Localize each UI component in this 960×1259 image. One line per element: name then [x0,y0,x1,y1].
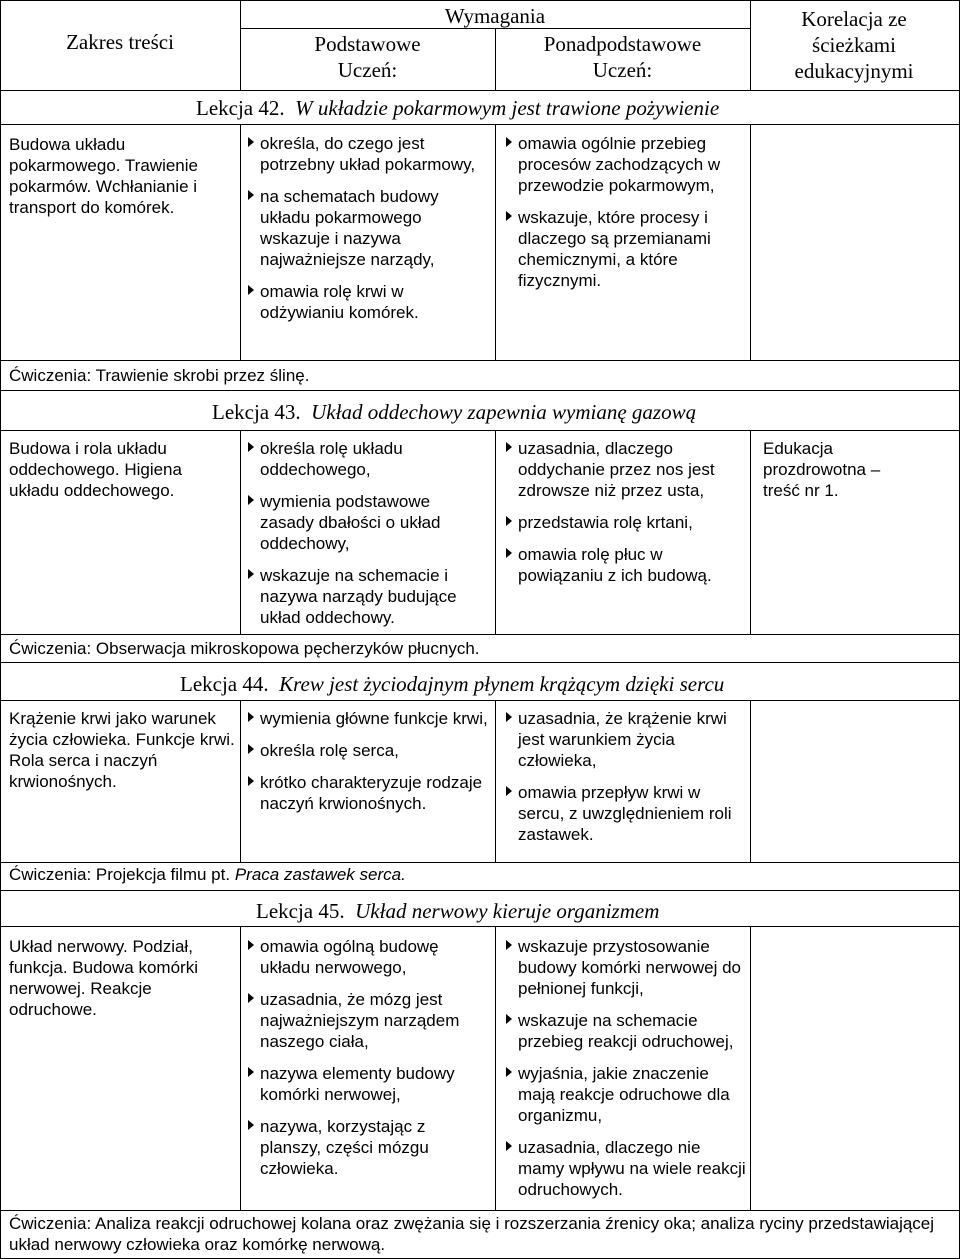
exercises: Ćwiczenia: Trawienie skrobi przez ślinę. [9,366,310,385]
requirement-item: wskazuje na schemacie przebieg reakcji odruchowej, [506,1010,746,1052]
rule [750,430,751,634]
rule [240,700,241,862]
requirement-item: omawia ogólną budowę układu nerwowego, [248,936,488,978]
advanced-requirements [506,133,746,291]
rule [240,124,241,360]
rule [0,1210,960,1211]
lesson-title: Układ oddechowy zapewnia wymianę gazową [311,400,697,424]
lesson-number: Lekcja 44. [180,672,269,696]
rule [495,926,496,1210]
header-topic: Zakres treści [66,30,174,54]
rule [0,662,960,663]
advanced-requirements [506,438,746,586]
rule [0,890,960,891]
basic-requirements [248,133,486,323]
rule [0,124,960,125]
requirement-item: określa rolę układu oddechowego, [248,438,488,480]
lesson-topic: Budowa układu pokarmowego. Trawienie pokarmów. Wchłanianie i transport do komórek. [9,135,198,217]
requirement-item: nazywa elementy budowy komórki nerwowej, [248,1063,488,1105]
rule [495,700,496,862]
lesson-topic: Budowa i rola układu oddechowego. Higiena układu oddechowego. [9,439,182,500]
requirement-item: omawia rolę płuc w powiązaniu z ich budową. [506,544,746,586]
basic-requirements [248,438,488,628]
rule [0,926,960,927]
lesson-number: Lekcja 43. [212,400,301,424]
requirement-item: omawia przepływ krwi w sercu, z uwzględnieniem roli zastawek. [506,782,746,845]
requirement-item: omawia ogólnie przebieg procesów zachodzących w przewodzie pokarmowym, [506,133,746,196]
lesson-title-row [196,96,719,120]
requirement-item: uzasadnia, że mózg jest najważniejszym narządem naszego ciała, [248,989,488,1052]
exercises: Ćwiczenia: Obserwacja mikroskopowa pęcherzyków płucnych. [9,639,480,658]
exercises-italic: Praca zastawek serca. [234,865,406,884]
header-basic-sub: Uczeń: [337,58,398,82]
requirement-item: określa rolę serca, [248,740,488,761]
rule [750,700,751,862]
requirement-item: wyjaśnia, jakie znaczenie mają reakcje odruchowe dla organizmu, [506,1063,746,1126]
lesson-title: Układ nerwowy kieruje organizmem [355,899,660,923]
rule [0,700,960,701]
rule [495,124,496,360]
rule [240,430,241,634]
rule [0,90,960,91]
header-advanced: Ponadpodstawowe [543,32,702,56]
advanced-requirements [506,936,746,1200]
rule [240,926,241,1210]
basic-requirements [248,708,488,814]
rule [750,926,751,1210]
header-basic: Podstawowe [314,32,421,56]
requirement-item: wskazuje przystosowanie budowy komórki nerwowej do pełnionej funkcji, [506,936,746,999]
lesson-number: Lekcja 42. [196,96,285,120]
rule [0,430,960,431]
lesson-number: Lekcja 45. [256,899,345,923]
rule [750,124,751,360]
exercises-text: Ćwiczenia: Projekcja filmu pt. [9,865,235,884]
rule [0,634,960,635]
rule [0,390,960,391]
requirement-item: uzasadnia, dlaczego nie mamy wpływu na wiele reakcji odruchowych. [506,1137,746,1200]
rule [0,360,960,361]
rule [0,0,960,1]
requirement-item: wskazuje na schemacie i nazywa narządy budujące układ oddechowy. [248,565,488,628]
requirement-item: krótko charakteryzuje rodzaje naczyń krwionośnych. [248,772,488,814]
requirement-item: uzasadnia, że krążenie krwi jest warunkiem życia człowieka, [506,708,746,771]
requirement-item: określa, do czego jest potrzebny układ pokarmowy, [248,133,486,175]
requirement-item: wymienia podstawowe zasady dbałości o układ oddechowy, [248,491,488,554]
lesson-topic: Krążenie krwi jako warunek życia człowieka. Funkcje krwi. Rola serca i naczyń krwionośnych. [9,709,235,791]
header-correlation: Korelacja ze ścieżkami edukacyjnymi [794,7,914,83]
requirement-item: wskazuje, które procesy i dlaczego są przemianami chemicznymi, a które fizycznymi. [506,207,746,291]
lesson-topic: Układ nerwowy. Podział, funkcja. Budowa komórki nerwowej. Reakcje odruchowe. [9,937,198,1019]
header-advanced-sub: Uczeń: [592,58,653,82]
lesson-title: Krew jest życiodajnym płynem krążącym dzięki sercu [279,672,725,696]
rule [0,0,1,1259]
rule [0,862,960,863]
exercises [9,864,406,885]
requirement-item: omawia rolę krwi w odżywianiu komórek. [248,281,486,323]
exercises: Ćwiczenia: Analiza reakcji odruchowej kolana oraz zwężania się i rozszerzania źrenicy oka; analiza ryciny przedstawiającej układ nerwowy człowieka oraz komórkę nerwową. [9,1214,935,1254]
requirement-item: wymienia główne funkcje krwi, [248,708,488,729]
requirement-item: nazywa, korzystając z planszy, części mózgu człowieka. [248,1116,488,1179]
lesson-title: W układzie pokarmowym jest trawione pożywienie [295,96,720,120]
header-requirements: Wymagania [444,4,546,28]
lesson-title-row [180,672,724,696]
rule [750,0,751,91]
requirement-item: na schematach budowy układu pokarmowego wskazuje i nazywa najważniejsze narządy, [248,186,486,270]
requirement-item: uzasadnia, dlaczego oddychanie przez nos jest zdrowsze niż przez usta, [506,438,746,501]
requirement-item: przedstawia rolę krtani, [506,512,746,533]
correlation: Edukacja prozdrowotna – treść nr 1. [763,439,881,500]
advanced-requirements [506,708,746,845]
rule [495,430,496,634]
lesson-title-row [256,899,659,923]
basic-requirements [248,936,488,1179]
lesson-title-row [212,400,696,424]
